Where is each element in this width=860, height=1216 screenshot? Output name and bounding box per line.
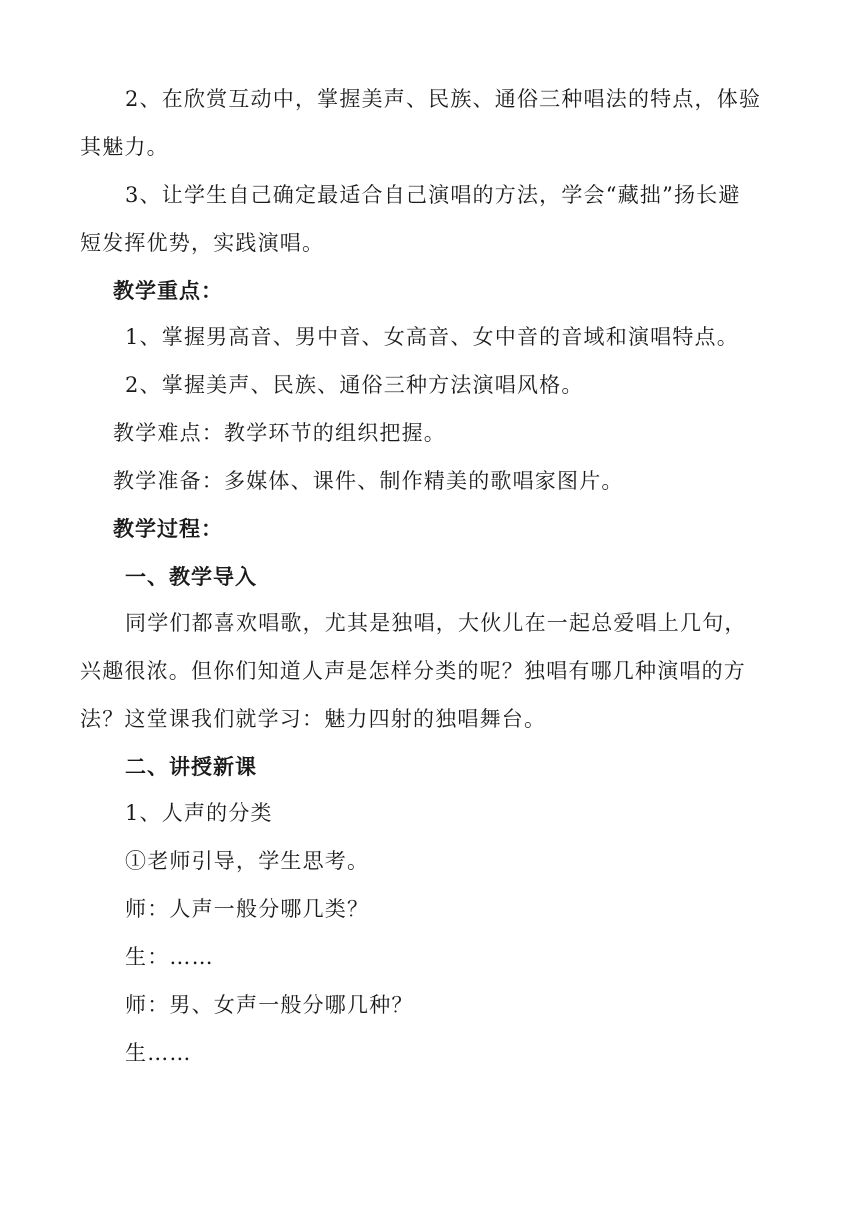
objective-3-line-2: 短发挥优势，实践演唱。 bbox=[80, 231, 325, 255]
subsection-1-title: 1、人声的分类 bbox=[125, 801, 273, 825]
key-point-2: 2、掌握美声、民族、通俗三种方法演唱风格。 bbox=[125, 373, 584, 397]
section-1-heading: 一、教学导入 bbox=[125, 565, 257, 589]
key-points-heading: 教学重点： bbox=[113, 279, 223, 303]
objective-2-line-1: 2、在欣赏互动中，掌握美声、民族、通俗三种唱法的特点，体验 bbox=[125, 87, 762, 111]
objective-3-line-1: 3、让学生自己确定最适合自己演唱的方法，学会“藏拙”扬长避 bbox=[125, 183, 741, 207]
teacher-question-1: 师：人声一般分哪几类？ bbox=[125, 897, 370, 921]
key-point-1: 1、掌握男高音、男中音、女高音、女中音的音域和演唱特点。 bbox=[125, 325, 739, 349]
student-answer-1: 生：…… bbox=[125, 945, 214, 969]
teacher-question-2: 师：男、女声一般分哪几种？ bbox=[125, 993, 414, 1017]
student-answer-2: 生…… bbox=[125, 1041, 192, 1065]
difficulty-line: 教学难点：教学环节的组织把握。 bbox=[113, 421, 446, 445]
step-1: ①老师引导，学生思考。 bbox=[125, 849, 370, 873]
process-heading: 教学过程： bbox=[113, 517, 223, 541]
intro-para-line-1: 同学们都喜欢唱歌，尤其是独唱，大伙儿在一起总爱唱上几句， bbox=[125, 611, 747, 635]
objective-2-line-2: 其魅力。 bbox=[80, 135, 169, 159]
intro-para-line-2: 兴趣很浓。但你们知道人声是怎样分类的呢？独唱有哪几种演唱的方 bbox=[80, 659, 746, 683]
preparation-line: 教学准备：多媒体、课件、制作精美的歌唱家图片。 bbox=[113, 469, 624, 493]
section-2-heading: 二、讲授新课 bbox=[125, 755, 257, 779]
intro-para-line-3: 法？这堂课我们就学习：魅力四射的独唱舞台。 bbox=[80, 707, 547, 731]
